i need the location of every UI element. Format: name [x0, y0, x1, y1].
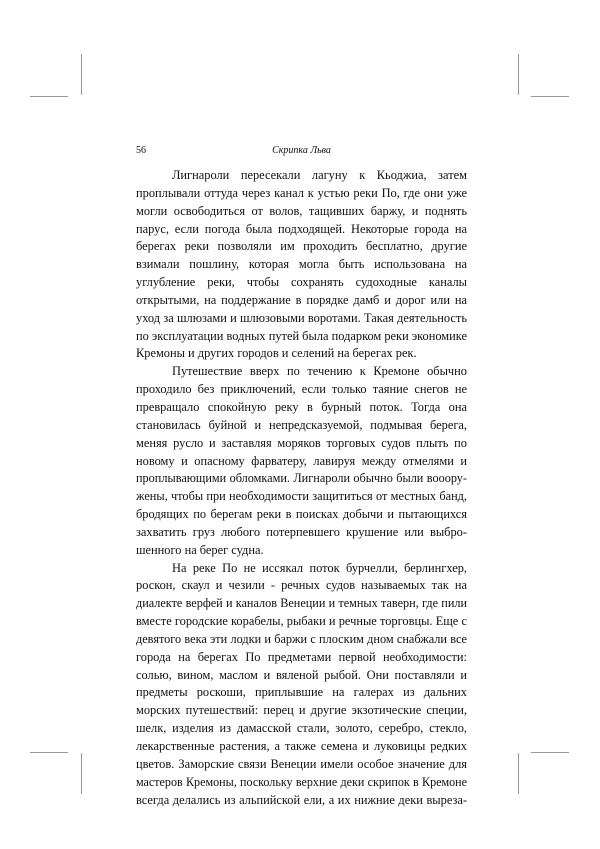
text-line: Кремоны и других городов и селений на берегах рек. — [136, 346, 417, 361]
crop-mark — [518, 753, 519, 794]
text-line: могли освободиться от волов, тащивших баржу, и поднять — [136, 203, 467, 218]
text-line: предметы роскоши, приплывшие на галерах из дальних — [136, 685, 467, 700]
crop-mark — [81, 753, 82, 794]
crop-mark — [30, 752, 68, 753]
text-line: цветов. Заморские связи Венеции имели особое значение для — [136, 756, 467, 771]
text-line: роскон, скаул и чезили - речных судов называемых так на — [136, 578, 467, 593]
text-line: Путешествие вверх по течению к Кремоне обычно — [172, 364, 467, 379]
text-line: берегах реки позволяли им проходить бесплатно, другие — [136, 239, 467, 254]
crop-mark — [531, 752, 569, 753]
text-line: становилась буйной и непредсказуемой, подмывая берега, — [136, 417, 467, 432]
crop-mark — [531, 96, 569, 97]
text-line: лекарственные растения, а также семена и луковицы редких — [136, 739, 467, 753]
text-line: всегда делались из альпийской ели, а их нижние деки выреза- — [136, 792, 467, 807]
text-line: уход за шлюзами и шлюзовыми воротами. Такая деятельность — [136, 310, 467, 325]
crop-mark — [81, 54, 82, 95]
text-line: города на берегах По предметами первой необходимости: — [136, 649, 467, 664]
text-line: вместе городские корабелы, рыбаки и речные торговцы. Еще с — [136, 614, 467, 629]
text-line: солью, вином, маслом и вяленой рыбой. Они поставляли и — [136, 667, 467, 682]
text-line: парус, если погода была подходящей. Некоторые города на — [136, 221, 467, 236]
text-line: жены, чтобы при необходимости защититься от местных банд, — [136, 489, 467, 504]
text-line: захватить груз любого потерпевшего крушение или выбро- — [136, 524, 467, 539]
text-line: меняя русло и заставляя моряков торговых судов плыть по — [136, 435, 467, 450]
text-line: проходило без приключений, если только таяние снегов не — [136, 382, 467, 397]
paragraph — [136, 363, 467, 559]
paragraph — [136, 167, 467, 363]
text-line: девятого века эти лодки и баржи с плоским дном снабжали все — [136, 631, 467, 646]
crop-mark — [30, 96, 68, 97]
paragraph — [136, 560, 467, 810]
text-line: шенного на берег судна. — [136, 542, 264, 557]
text-line: взимали пошлину, которая могла быть использована на — [136, 257, 467, 272]
text-line: морских путешествий: перец и другие экзотические специи, — [136, 703, 467, 718]
text-line: новому и опасному фарватеру, лавируя между отмелями и — [136, 453, 467, 468]
text-line: На реке По не иссякал поток бурчелли, берлингхер, — [172, 560, 467, 575]
text-line: мастеров Кремоны, поскольку верхние деки скрипок в Кремоне — [136, 774, 467, 789]
text-line: по эксплуатации водных путей была подарком реки экономике — [136, 328, 467, 343]
text-line: превращало спокойную реку в бурный поток. Тогда она — [136, 399, 467, 414]
text-line: углубление реки, чтобы сохранять судоходные каналы — [136, 275, 467, 290]
text-line: открытыми, на поддержание в порядке дамб и дорог или на — [136, 292, 467, 307]
running-header — [136, 144, 467, 158]
text-line: Лигнароли пересекали лагуну к Кьоджиа, затем — [172, 168, 467, 182]
text-line: проплывали оттуда через канал к устью реки По, где они уже — [136, 185, 467, 200]
body-text — [136, 167, 467, 809]
page-number: 56 — [136, 145, 146, 156]
text-line: проплывающими обломками. Лигнароли обычно были вооору- — [136, 471, 467, 486]
text-line: шелк, изделия из дамасской стали, золото, серебро, стекло, — [136, 721, 467, 736]
text-line: диалекте верфей и каналов Венеции и темных таверн, где пили — [136, 596, 467, 611]
crop-mark — [518, 54, 519, 95]
text-line: бродящих по берегам реки в поисках добычи и пытающихся — [136, 507, 467, 522]
running-title: Скрипка Льва — [272, 145, 331, 156]
